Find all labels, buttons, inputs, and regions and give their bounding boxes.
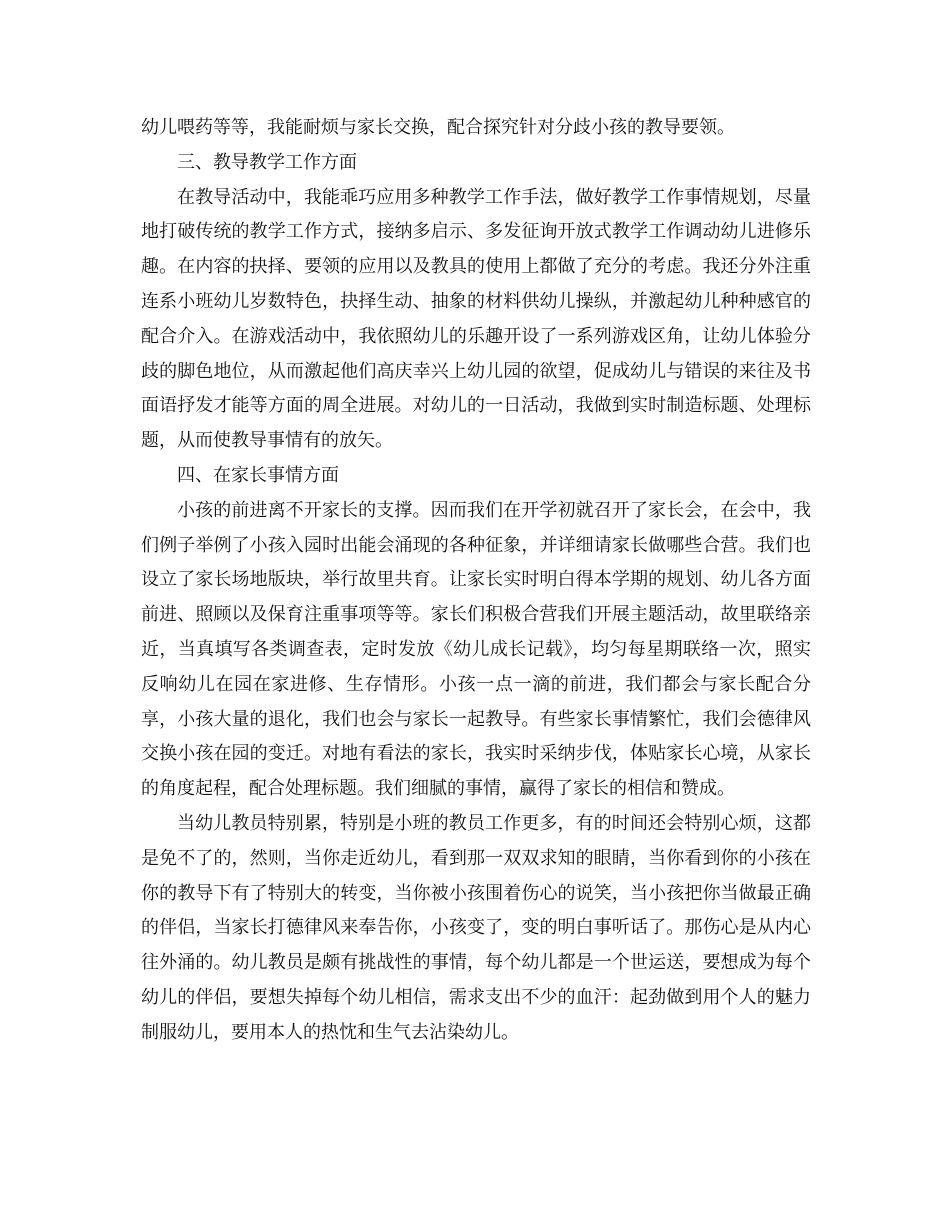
document-body bbox=[141, 111, 811, 1051]
section-heading-teaching: 三、教导教学工作方面 bbox=[177, 151, 357, 173]
paragraph-reflection: 当幼儿教员特别累，特别是小班的教员工作更多，有的时间还会特别心烦，这都是免不了的，然则，当你走近幼儿，看到那一双双求知的眼睛，当你看到你的小孩在你的教导下有了特别大的转变，当你被小孩围着伤心的说笑，当小孩把你当做最正确的伴侣，当家长打德律风来奉告你，小孩变了，变的明白事听话了。那伤心是从内心往外涌的。幼儿教员是颇有挑战性的事情，每个幼儿都是一个世运送，要想成为每个幼儿的伴侣，要想失掉每个幼儿相信，需求支出不少的血汗：起劲做到用个人的魅力制服幼儿，要用本人的热忱和生气去沾染幼儿。 bbox=[141, 812, 811, 1043]
paragraph-parents: 小孩的前进离不开家长的支撑。因而我们在开学初就召开了家长会，在会中，我们例子举例了小孩入园时出能会涌现的各种征象，并详细请家长做哪些合营。我们也设立了家长场地版块，举行故里共育。让家长实时明白得本学期的规划、幼儿各方面前进、照顾以及保育注重事项等等。家长们积极合营我们开展主题活动，故里联络亲近，当真填写各类调查表，定时发放《幼儿成长记载》，均匀每星期联络一次，照实反响幼儿在园在家进修、生存情形。小孩一点一滴的前进，我们都会与家长配合分享，小孩大量的退化，我们也会与家长一起教导。有些家长事情繁忙，我们会德律风交换小孩在园的变迁。对地有看法的家长，我实时采纳步伐，体贴家长心境，从家长的角度起程，配合处理标题。我们细腻的事情，赢得了家长的相信和赞成。 bbox=[141, 499, 811, 800]
paragraph-continuation: 幼儿喂药等等，我能耐烦与家长交换，配合探究针对分歧小孩的教导要领。 bbox=[141, 117, 735, 138]
paragraph-teaching: 在教导活动中，我能乖巧应用多种教学工作手法，做好教学工作事情规划，尽量地打破传统的教学工作方式，接纳多启示、多发征询开放式教学工作调动幼儿进修乐趣。在内容的抉择、要领的应用以及教具的使用上都做了充分的考虑。我还分外注重连系小班幼儿岁数特色，抉择生动、抽象的材料供幼儿操纵，并激起幼儿种种感官的配合介入。在游戏活动中，我依照幼儿的乐趣开设了一系列游戏区角，让幼儿体验分歧的脚色地位，从而激起他们高庆幸兴上幼儿园的欲望，促成幼儿与错误的来往及书面语抒发才能等方面的周全进展。对幼儿的一日活动，我做到实时制造标题、处理标题，从而使教导事情有的放矢。 bbox=[141, 186, 811, 452]
section-heading-parents: 四、在家长事情方面 bbox=[177, 464, 339, 486]
